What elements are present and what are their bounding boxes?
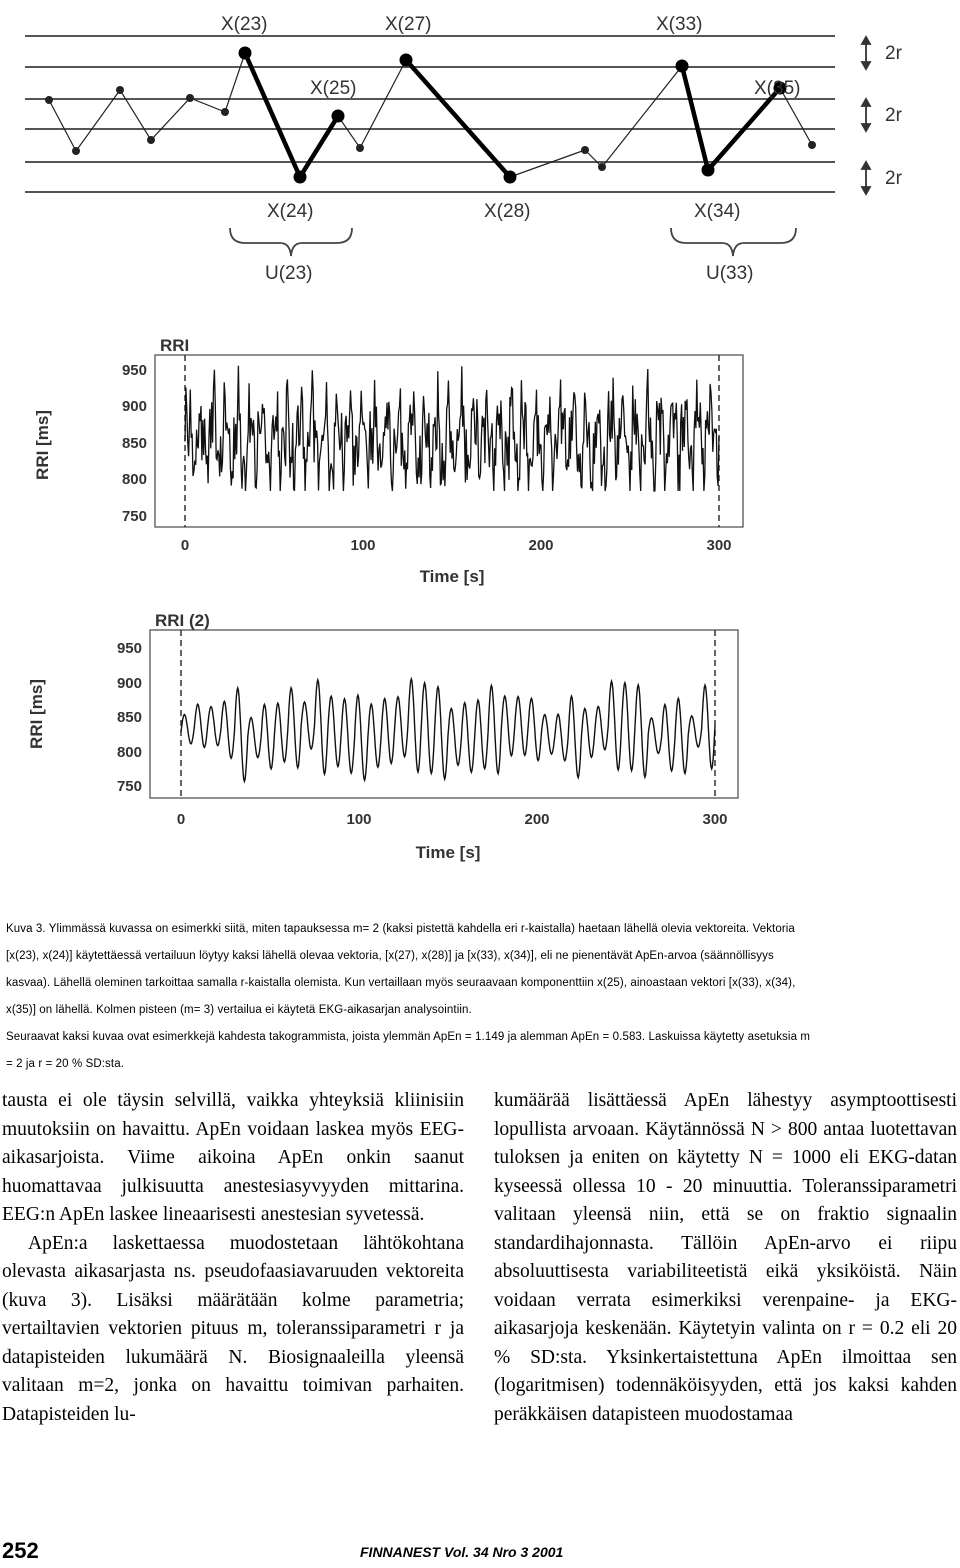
- label-2r-mid: 2r: [885, 105, 902, 126]
- x-ticks: [181, 537, 732, 554]
- x-tick-label: 100: [346, 811, 372, 828]
- x-axis-label: Time [s]: [419, 567, 485, 586]
- y-tick-label: 850: [121, 435, 147, 452]
- page-number: 252: [2, 1538, 39, 1563]
- y-tick-label: 900: [116, 675, 142, 692]
- x-tick-label: 200: [524, 811, 550, 828]
- label-x25: X(25): [310, 78, 357, 99]
- label-x23: X(23): [221, 14, 268, 35]
- data-point: [186, 94, 194, 102]
- y-tick-label: 750: [116, 778, 142, 795]
- x-tick-label: 100: [350, 537, 376, 554]
- x-ticks: [177, 811, 728, 828]
- x-tick-label: 0: [180, 537, 190, 554]
- data-point-large: [400, 54, 413, 67]
- body-column-left: [2, 1087, 464, 1429]
- paragraph: ApEn:a laskettaessa muodostetaan lähtökohtana olevasta aikasarjasta ns. pseudofaasiavaruuden vektoreita (kuva 3). Lisäksi määrätään kolme parametria; vertailtavien vektorien pituus m, toleranssiparametri r ja datapisteiden lukumäärä N. Biosignaaleilla yleensä valitaan m=2, jonka on havaittu toimivan parhaiten. Datapisteiden lu-: [2, 1232, 464, 1425]
- data-point: [808, 141, 816, 149]
- vector-u23: [245, 53, 338, 177]
- label-2r-top: 2r: [885, 43, 902, 64]
- data-point: [581, 146, 589, 154]
- y-tick-label: 750: [121, 508, 147, 525]
- data-point: [598, 163, 606, 171]
- chart-title: RRI (2): [155, 611, 210, 630]
- data-point: [221, 108, 229, 116]
- data-point: [116, 86, 124, 94]
- data-point-large: [239, 47, 252, 60]
- y-tick-label: 950: [116, 640, 142, 657]
- label-x28: X(28): [484, 201, 531, 222]
- data-point-large: [676, 60, 689, 73]
- label-x34: X(34): [694, 201, 741, 222]
- brace-u33: [671, 228, 796, 256]
- x-tick-label: 300: [702, 811, 728, 828]
- brace-u23: [230, 228, 352, 256]
- y-ticks: [117, 640, 142, 795]
- vector-u27: [406, 60, 510, 177]
- x-tick-label: 0: [176, 811, 186, 828]
- series-thin-line: [49, 53, 812, 177]
- caption-line: Seuraavat kaksi kuvaa ovat esimerkkejä kahdesta takogrammista, joista ylemmän ApEn = 1.149 ja alemman ApEn = 0.583. Laskuissa käytetty asetuksia m: [6, 1031, 811, 1043]
- data-point-large: [702, 164, 715, 177]
- paragraph: kumäärää lisättäessä ApEn lähestyy asymptoottisesti lopullista arvoaan. Käytännössä N > 800 antaa luotettavan tuloksen ja eniten on käytetty N = 1000 eli EKG-datan kyseessä ollessa 10 - 20 minuuttia. Toleranssiparametri valitaan yleensä niin, että se on fraktio signaalin standardihajonnasta. Tällöin ApEn-arvo ei riipu absoluuttisesta variabiliteetistä eikä yksiköistä. Näin voidaan verrata esimerkiksi verenpaine- ja EKG-aikasarjoja keskenään. Käytetyin valinta on r = 0.2 eli 20 % SD:sta. Yksinkertaistettuna ApEn ilmoittaa sen (logaritmisen) todennäköisyyden, että jos kaksi kahden peräkkäisen datapisteen muodostamaa: [494, 1090, 957, 1425]
- x-axis-label: Time [s]: [415, 843, 481, 862]
- y-axis-label: RRI [ms]: [33, 410, 52, 480]
- paragraph: tausta ei ole täysin selvillä, vaikka yhteyksiä kliinisiin muutoksiin on havaittu. ApEn voidaan laskea myös EEG-aikasarjoista. Viime aikoina ApEn onkin saanut huomattavaa julkisuutta anestesiasyvyyden mittarina. EEG:n ApEn laskee lineaarisesti anestesian syvetessä.: [2, 1090, 464, 1225]
- label-2r-bottom: 2r: [885, 168, 902, 189]
- data-point: [72, 147, 80, 155]
- y-axis-label: RRI [ms]: [27, 679, 46, 749]
- body-column-right: [494, 1087, 957, 1429]
- data-point: [45, 96, 53, 104]
- y-tick-label: 800: [121, 471, 147, 488]
- caption-line: = 2 ja r = 20 % SD:sta.: [6, 1058, 124, 1070]
- y-ticks: [122, 362, 147, 525]
- data-point: [356, 144, 364, 152]
- y-tick-label: 850: [116, 709, 142, 726]
- caption-line: kasvaa). Lähellä oleminen tarkoittaa samalla r-kaistalla olemista. Kun vertaillaan myös seuraavaan komponenttiin x(25), ainoastaan vektori [x(33), x(34),: [6, 977, 796, 989]
- label-x24: X(24): [267, 201, 314, 222]
- figure-caption: [6, 916, 956, 1078]
- band-arrows: [862, 37, 870, 194]
- data-point-large: [332, 110, 345, 123]
- caption-line: x(35)] on lähellä. Kolmen pisteen (m= 3) vertailua ei käytetä EKG-aikasarjan analysointiin.: [6, 1004, 472, 1016]
- label-u23: U(23): [265, 263, 313, 284]
- label-x35: X(35): [754, 78, 801, 99]
- chart-title: RRI: [160, 336, 190, 355]
- page-footer: [0, 1538, 960, 1568]
- label-u33: U(33): [706, 263, 754, 284]
- label-x33: X(33): [656, 14, 703, 35]
- y-tick-label: 900: [121, 398, 147, 415]
- rri-series-line: [185, 366, 719, 491]
- journal-name: FINNANEST Vol. 34 Nro 3 2001: [360, 1544, 564, 1560]
- y-tick-label: 800: [116, 744, 142, 761]
- x-tick-label: 200: [528, 537, 554, 554]
- data-point-large: [294, 171, 307, 184]
- data-point-large: [504, 171, 517, 184]
- caption-line: [x(23), x(24)] käytettäessä vertailuun löytyy kaksi lähellä olevaa vektoria, [x(27), x(28)] ja [x(33), x(34)], eli ne pienentävät ApEn-arvoa (säännöllisyys: [6, 950, 774, 962]
- data-point: [147, 136, 155, 144]
- x-tick-label: 300: [706, 537, 732, 554]
- band-diagram: [0, 0, 960, 300]
- label-x27: X(27): [385, 14, 432, 35]
- y-tick-label: 950: [121, 362, 147, 379]
- rri-chart: [0, 325, 960, 595]
- rri2-series-line: [181, 679, 715, 781]
- rri2-chart: [0, 600, 960, 870]
- caption-line: Kuva 3. Ylimmässä kuvassa on esimerkki siitä, miten tapauksessa m= 2 (kaksi pistettä kahdella eri r-kaistalla) haetaan lähellä olevia vektoreita. Vektoria: [6, 923, 795, 935]
